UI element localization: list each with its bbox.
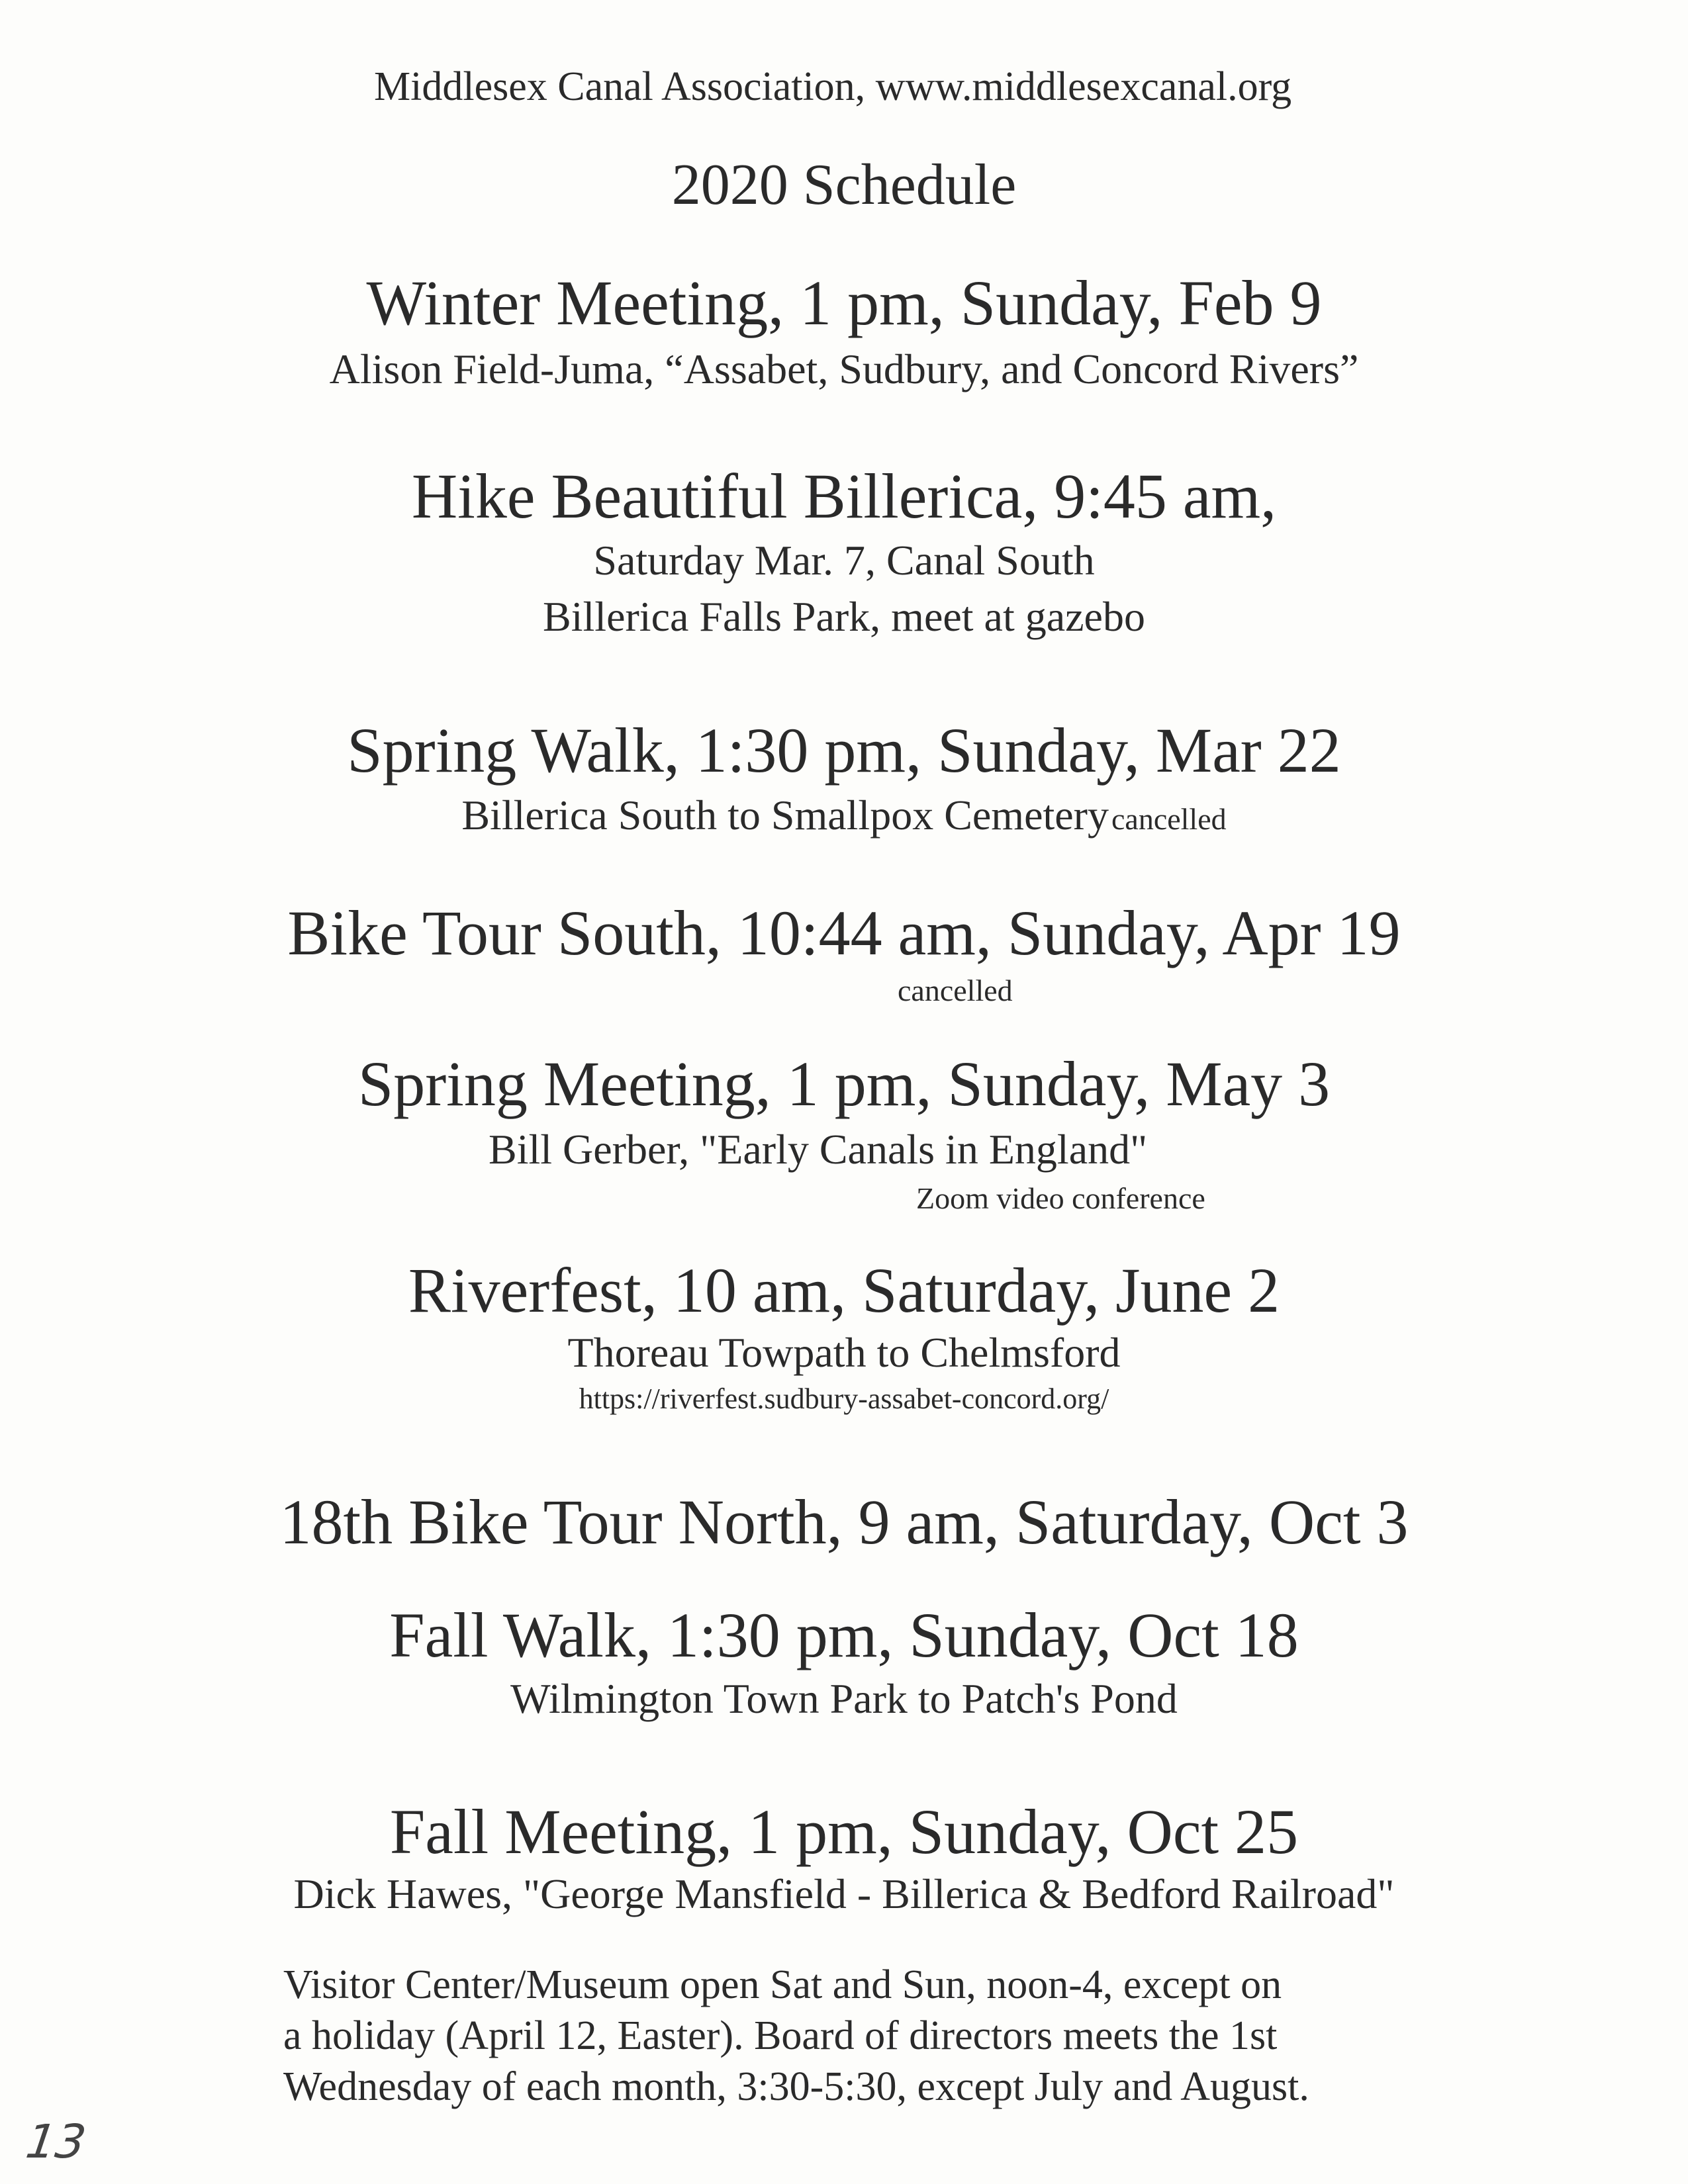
footer-line-3: Wednesday of each month, 3:30-5:30, except July and August. [283,2064,1309,2109]
fall-meeting-title: Fall Meeting, 1 pm, Sunday, Oct 25 [389,1796,1299,1867]
spring-meeting-note: Zoom video conference [916,1181,1205,1215]
spring-meeting-title: Spring Meeting, 1 pm, Sunday, May 3 [357,1048,1331,1119]
hike-date-location: Saturday Mar. 7, Canal South [593,537,1095,584]
riverfest-route: Thoreau Towpath to Chelmsford [567,1329,1121,1376]
bike-north-title: 18th Bike Tour North, 9 am, Saturday, Oct 3 [279,1486,1409,1557]
hike-meeting-point: Billerica Falls Park, meet at gazebo [543,593,1145,640]
winter-meeting-speaker: Alison Field-Juma, “Assabet, Sudbury, and Concord Rivers” [329,345,1359,392]
footer-line-1: Visitor Center/Museum open Sat and Sun, noon-4, except on [283,1962,1282,2007]
fall-walk-title: Fall Walk, 1:30 pm, Sunday, Oct 18 [389,1600,1299,1670]
riverfest-title: Riverfest, 10 am, Saturday, June 2 [408,1255,1280,1326]
hike-title: Hike Beautiful Billerica, 9:45 am, [411,461,1277,531]
riverfest-url: https://riverfest.sudbury-assabet-concord.org/ [579,1383,1109,1415]
bike-south-status: cancelled [898,974,1013,1007]
association-header: Middlesex Canal Association, www.middlesexcanal.org [374,64,1292,109]
spring-walk-title: Spring Walk, 1:30 pm, Sunday, Mar 22 [347,715,1341,786]
bike-south-title: Bike Tour South, 10:44 am, Sunday, Apr 19 [287,897,1401,968]
footer-line-2: a holiday (April 12, Easter). Board of directors meets the 1st [283,2013,1278,2058]
fall-walk-route: Wilmington Town Park to Patch's Pond [510,1675,1178,1722]
spring-walk-status: cancelled [1111,802,1227,836]
spring-meeting-speaker: Bill Gerber, "Early Canals in England" [489,1126,1148,1173]
page-number: 13 [23,2115,89,2169]
spring-walk-route: Billerica South to Smallpox Cemetery [461,792,1109,839]
spring-walk-route-line [0,794,1688,837]
fall-meeting-speaker: Dick Hawes, "George Mansfield - Billerica & Bedford Railroad" [293,1870,1395,1917]
winter-meeting-title: Winter Meeting, 1 pm, Sunday, Feb 9 [366,267,1322,338]
schedule-title: 2020 Schedule [671,153,1017,217]
